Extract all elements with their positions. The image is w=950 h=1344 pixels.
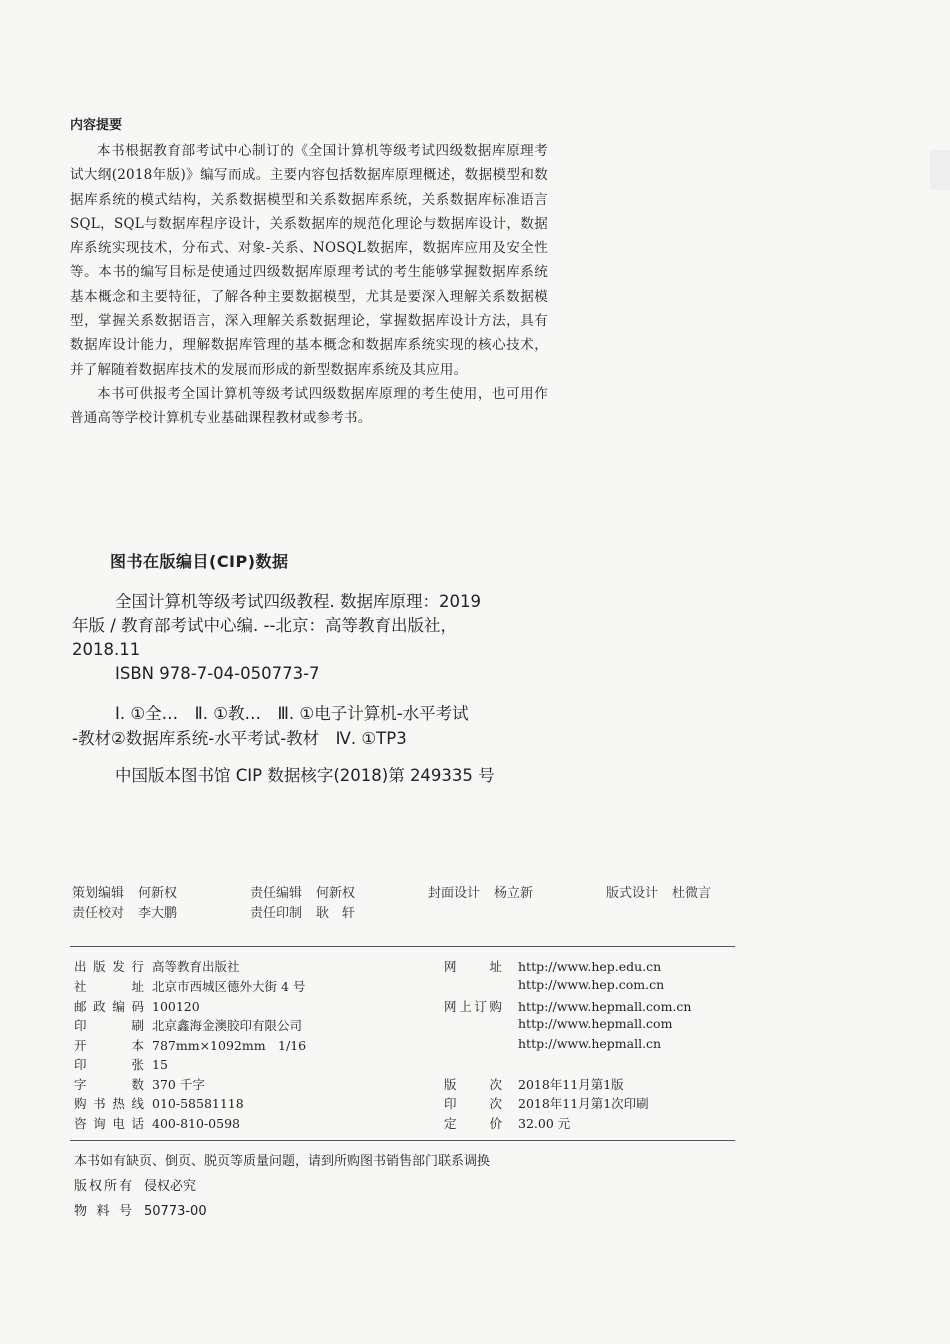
- content-summary: [70, 114, 548, 431]
- pub-key: 邮政编码: [74, 999, 144, 1014]
- quality-notice: 本书如有缺页、倒页、脱页等质量问题，请到所购图书销售部门联系调换: [74, 1154, 491, 1169]
- pub-row: [444, 1114, 570, 1133]
- pub-row: [444, 957, 661, 976]
- pub-value: 2018年11月第1版: [518, 1077, 624, 1092]
- cip-line: 全国计算机等级考试四级教程. 数据库原理：2019: [115, 592, 481, 611]
- pub-row: [444, 1075, 624, 1094]
- credit-name: 杜微言: [672, 886, 712, 901]
- pub-row: [444, 1094, 649, 1113]
- pub-value: 100120: [152, 999, 200, 1014]
- cip-line: 年版 / 教育部考试中心编. --北京：高等教育出版社，: [72, 616, 457, 635]
- pub-key: 版次: [444, 1077, 502, 1092]
- pub-value: 北京鑫海金澳胶印有限公司: [152, 1018, 303, 1033]
- credit-name: 何新权: [316, 886, 356, 901]
- cip-classification: -教材②数据库系统-水平考试-教材 Ⅳ. ①TP3: [72, 729, 407, 748]
- credit-item: [428, 882, 533, 901]
- summary-paragraph: 本书根据教育部考试中心制订的《全国计算机等级考试四级数据库原理考试大纲(2018年版)》编写而成。主要内容包括数据库原理概述，数据模型和数据库系统的模式结构，关系数据模型和关系数据库系统，关系数据库标准语言SQL，SQL与数据库程序设计，关系数据库的规范化理论与数据库设计，数据库系统实现技术，分布式、对象-关系、NOSQL数据库，数据库应用及安全性等。本书的编写目标是使通过四级数据库原理考试的考生能够掌握数据库系统基本概念和主要特征，了解各种主要数据模型，尤其是要深入理解关系数据模型，掌握关系数据语言，深入理解关系数据理论，掌握数据库设计方法，具有数据库设计能力，理解数据库管理的基本概念和数据库系统实现的核心技术，并了解随着数据库技术的发展而形成的新型数据库系统及其应用。: [70, 143, 548, 378]
- copyright-line: [74, 1175, 196, 1194]
- rights-value: 侵权必究: [144, 1179, 197, 1194]
- website-link: http://www.hepmall.com: [518, 1016, 673, 1031]
- summary-paragraph: 本书可供报考全国计算机等级考试四级数据库原理的考生使用，也可用作普通高等学校计算机专业基础课程教材或参考书。: [70, 385, 548, 427]
- scan-edge-mark: [930, 150, 950, 190]
- divider: [70, 1140, 735, 1141]
- pub-row: [74, 1114, 240, 1133]
- pub-key: 定价: [444, 1116, 502, 1131]
- pub-key: 印次: [444, 1096, 502, 1111]
- pub-value: 高等教育出版社: [152, 959, 240, 974]
- credit-label: 责任校对: [72, 906, 125, 921]
- credit-item: [250, 902, 355, 921]
- credit-name: 李大鹏: [138, 906, 178, 921]
- pub-key: 出版发行: [74, 959, 144, 974]
- pub-value: 32.00 元: [518, 1116, 571, 1131]
- summary-heading: 内容提要: [70, 118, 123, 133]
- pub-key: 印张: [74, 1057, 144, 1072]
- pub-row: [74, 977, 305, 996]
- pub-value: 010-58581118: [152, 1096, 244, 1111]
- credit-item: [72, 902, 177, 921]
- cip-classification: Ⅰ. ①全… Ⅱ. ①教… Ⅲ. ①电子计算机-水平考试: [115, 704, 469, 723]
- divider: [70, 946, 735, 947]
- credit-label: 策划编辑: [72, 886, 125, 901]
- pub-row: [74, 1094, 244, 1113]
- website-link: http://www.hep.com.cn: [518, 977, 665, 992]
- pub-row: [74, 957, 240, 976]
- pub-key: 社址: [74, 979, 144, 994]
- pub-value: 北京市西城区德外大街 4 号: [152, 979, 306, 994]
- cip-title: 图书在版编目(CIP)数据: [110, 552, 289, 571]
- pub-key: 网址: [444, 959, 502, 974]
- credit-item: [250, 882, 355, 901]
- item-key: 物料号: [74, 1204, 132, 1219]
- credit-item: [606, 882, 711, 901]
- pub-value: 787mm×1092mm 1/16: [152, 1038, 307, 1053]
- pub-row: [74, 1016, 302, 1035]
- credit-label: 版式设计: [606, 886, 659, 901]
- pub-key: 开本: [74, 1038, 144, 1053]
- credit-name: 耿 轩: [316, 906, 356, 921]
- credit-name: 杨立新: [494, 886, 534, 901]
- pub-value: 15: [152, 1057, 168, 1072]
- credit-name: 何新权: [138, 886, 178, 901]
- cip-record-number: 中国版本图书馆 CIP 数据核字(2018)第 249335 号: [115, 766, 495, 785]
- website-link: http://www.hepmall.com.cn: [518, 999, 692, 1014]
- credit-label: 责任印制: [250, 906, 303, 921]
- pub-row: [444, 977, 664, 996]
- pub-value: 370 千字: [152, 1077, 205, 1092]
- pub-row: [444, 1016, 672, 1035]
- rights-key: 版权所有: [74, 1179, 132, 1194]
- item-number-line: [74, 1200, 207, 1219]
- pub-value: 2018年11月第1次印刷: [518, 1096, 649, 1111]
- pub-row: [74, 1036, 306, 1055]
- pub-row: [74, 1075, 205, 1094]
- pub-key: 网上订购: [444, 999, 502, 1014]
- credit-item: [72, 882, 177, 901]
- pub-row: [444, 1036, 661, 1055]
- item-value: 50773-00: [144, 1204, 207, 1219]
- website-link: http://www.hep.edu.cn: [518, 959, 662, 974]
- credit-label: 封面设计: [428, 886, 481, 901]
- pub-row: [74, 997, 200, 1016]
- pub-key: 印刷: [74, 1018, 144, 1033]
- pub-key: 字数: [74, 1077, 144, 1092]
- cip-line: 2018.11: [72, 640, 141, 659]
- pub-value: 400-810-0598: [152, 1116, 240, 1131]
- pub-key: 咨询电话: [74, 1116, 144, 1131]
- pub-row: [444, 997, 691, 1016]
- pub-row: [74, 1055, 168, 1074]
- cip-isbn: ISBN 978-7-04-050773-7: [115, 664, 320, 683]
- website-link: http://www.hepmall.cn: [518, 1036, 662, 1051]
- pub-key: 购书热线: [74, 1096, 144, 1111]
- credit-label: 责任编辑: [250, 886, 303, 901]
